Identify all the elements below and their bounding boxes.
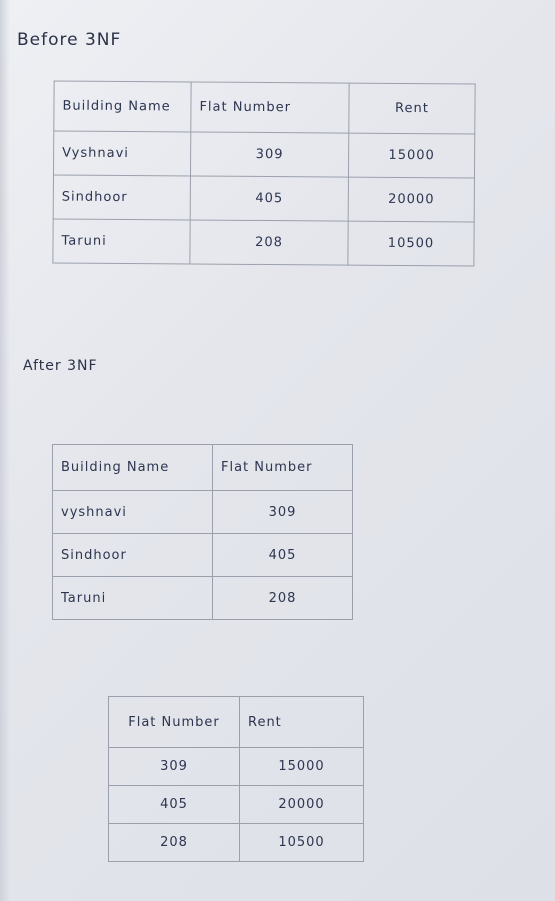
column-header-flat-number: Flat Number [109,697,240,748]
cell-rent: 15000 [348,133,474,178]
table-row [53,577,353,620]
cell-flat-number: 309 [213,491,353,534]
cell-rent: 20000 [240,786,364,824]
before-3nf-heading: Before 3NF [17,30,122,50]
cell-building-name: Taruni [53,577,213,620]
after-3nf-heading: After 3NF [23,358,98,374]
cell-building-name: Vyshnavi [53,131,190,176]
table-row [109,824,364,862]
cell-rent: 10500 [348,221,474,266]
cell-rent: 15000 [240,748,364,786]
column-header-rent: Rent [349,83,475,134]
cell-flat-number: 309 [190,132,348,177]
table-row [53,219,474,266]
cell-flat-number: 405 [190,176,348,221]
cell-building-name: Sindhoor [53,534,213,577]
table-header-row [53,445,353,491]
column-header-flat-number: Flat Number [213,445,353,491]
cell-flat-number: 405 [213,534,353,577]
table-row [53,491,353,534]
flat-rent-table [108,696,364,862]
table-header-row [109,697,364,748]
cell-rent: 10500 [240,824,364,862]
cell-flat-number: 309 [109,748,240,786]
before-3nf-table [52,81,475,267]
cell-flat-number: 208 [190,220,348,265]
cell-building-name: Sindhoor [53,175,190,220]
building-flat-table [52,444,353,620]
table-row [109,786,364,824]
table-header-row [54,81,475,134]
table-row [109,748,364,786]
column-header-rent: Rent [240,697,364,748]
cell-rent: 20000 [348,177,474,222]
column-header-flat-number: Flat Number [191,82,349,133]
cell-building-name: Taruni [53,219,190,264]
column-header-building-name: Building Name [53,445,213,491]
table-row [53,131,474,178]
table-row [53,175,474,222]
cell-flat-number: 405 [109,786,240,824]
cell-flat-number: 208 [213,577,353,620]
paper-edge-shadow [0,0,10,901]
table-row [53,534,353,577]
cell-flat-number: 208 [109,824,240,862]
column-header-building-name: Building Name [54,81,191,132]
cell-building-name: vyshnavi [53,491,213,534]
